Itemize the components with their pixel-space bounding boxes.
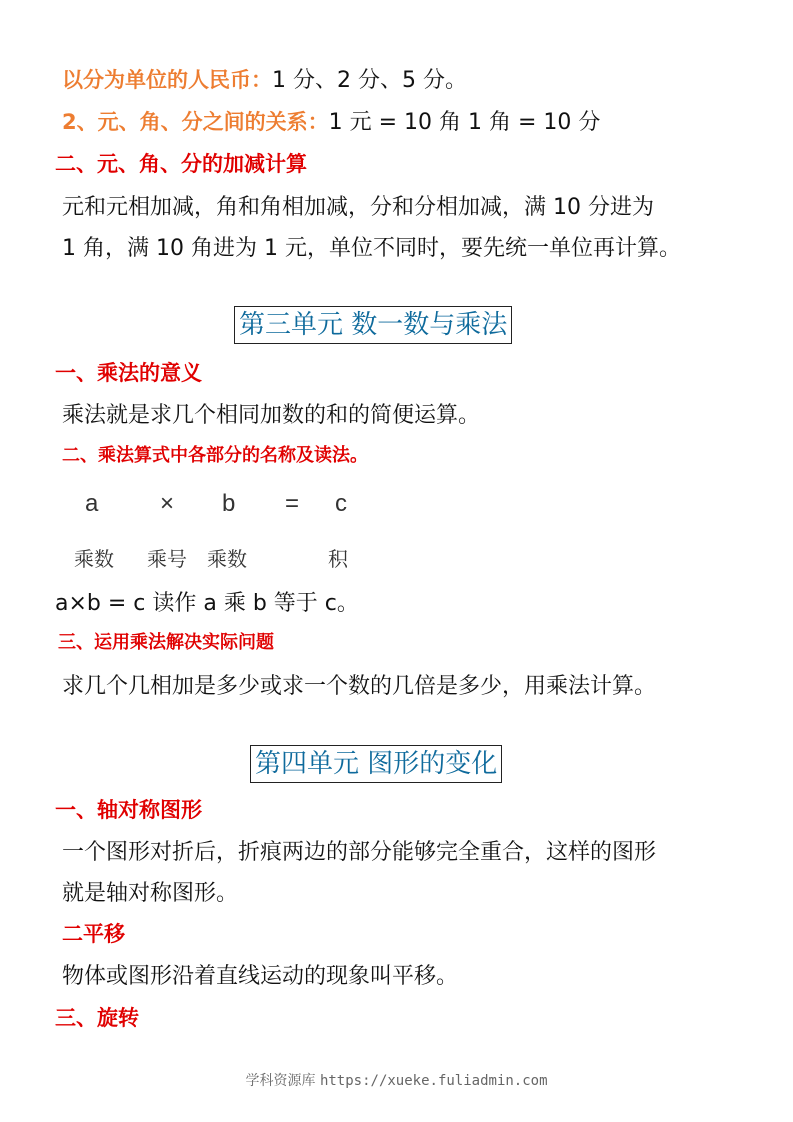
unit3-s3-text: 求几个几相加是多少或求一个数的几倍是多少，用乘法计算。	[62, 674, 657, 699]
formula-eq: =	[285, 490, 300, 517]
formula-label-times: 乘号	[147, 547, 187, 571]
footer	[0, 1070, 793, 1090]
formula-label-a: 乘数	[74, 547, 114, 571]
formula-b: b	[222, 490, 236, 517]
formula-label-c: 积	[328, 547, 348, 571]
money-line-2	[62, 105, 600, 136]
money-line-2-text: 1 元 = 10 角 1 角 = 10 分	[328, 110, 601, 135]
formula-a: a	[85, 490, 99, 517]
formula-times: ×	[160, 490, 175, 517]
money-line-2-label: 2、元、角、分之间的关系：	[62, 110, 329, 134]
money-sec2-text-2: 1 角，满 10 角进为 1 元，单位不同时，要先统一单位再计算。	[62, 236, 681, 261]
money-line-1	[62, 63, 467, 94]
formula-label-b: 乘数	[207, 547, 247, 571]
unit3-title: 第三单元 数一数与乘法	[234, 306, 512, 344]
footer-url[interactable]: https://xueke.fuliadmin.com	[319, 1073, 548, 1089]
unit4-s3-heading: 三、旋转	[55, 1006, 139, 1030]
money-line-1-text: 1 分、2 分、5 分。	[272, 68, 467, 93]
money-sec2-heading: 二、元、角、分的加减计算	[55, 152, 307, 176]
unit4-s2-heading: 二平移	[62, 922, 125, 946]
unit3-s2-heading: 二、乘法算式中各部分的名称及读法。	[62, 445, 368, 466]
unit4-s1-text-2: 就是轴对称图形。	[62, 881, 239, 906]
unit4-title: 第四单元 图形的变化	[250, 745, 502, 783]
unit3-s1-heading: 一、乘法的意义	[55, 361, 202, 385]
unit3-reading: a×b = c 读作 a 乘 b 等于 c。	[55, 591, 359, 616]
formula-c: c	[335, 490, 347, 517]
unit3-s3-heading: 三、运用乘法解决实际问题	[58, 632, 274, 653]
money-sec2-text-1: 元和元相加减，角和角相加减，分和分相加减，满 10 分进为	[62, 195, 654, 220]
unit4-s1-heading: 一、轴对称图形	[55, 798, 202, 822]
footer-site: 学科资源库	[245, 1073, 316, 1089]
unit4-s2-text: 物体或图形沿着直线运动的现象叫平移。	[62, 964, 459, 989]
money-line-1-label: 以分为单位的人民币：	[62, 68, 272, 92]
unit3-s1-text: 乘法就是求几个相同加数的和的简便运算。	[62, 403, 481, 428]
unit4-s1-text-1: 一个图形对折后，折痕两边的部分能够完全重合，这样的图形	[62, 840, 657, 865]
